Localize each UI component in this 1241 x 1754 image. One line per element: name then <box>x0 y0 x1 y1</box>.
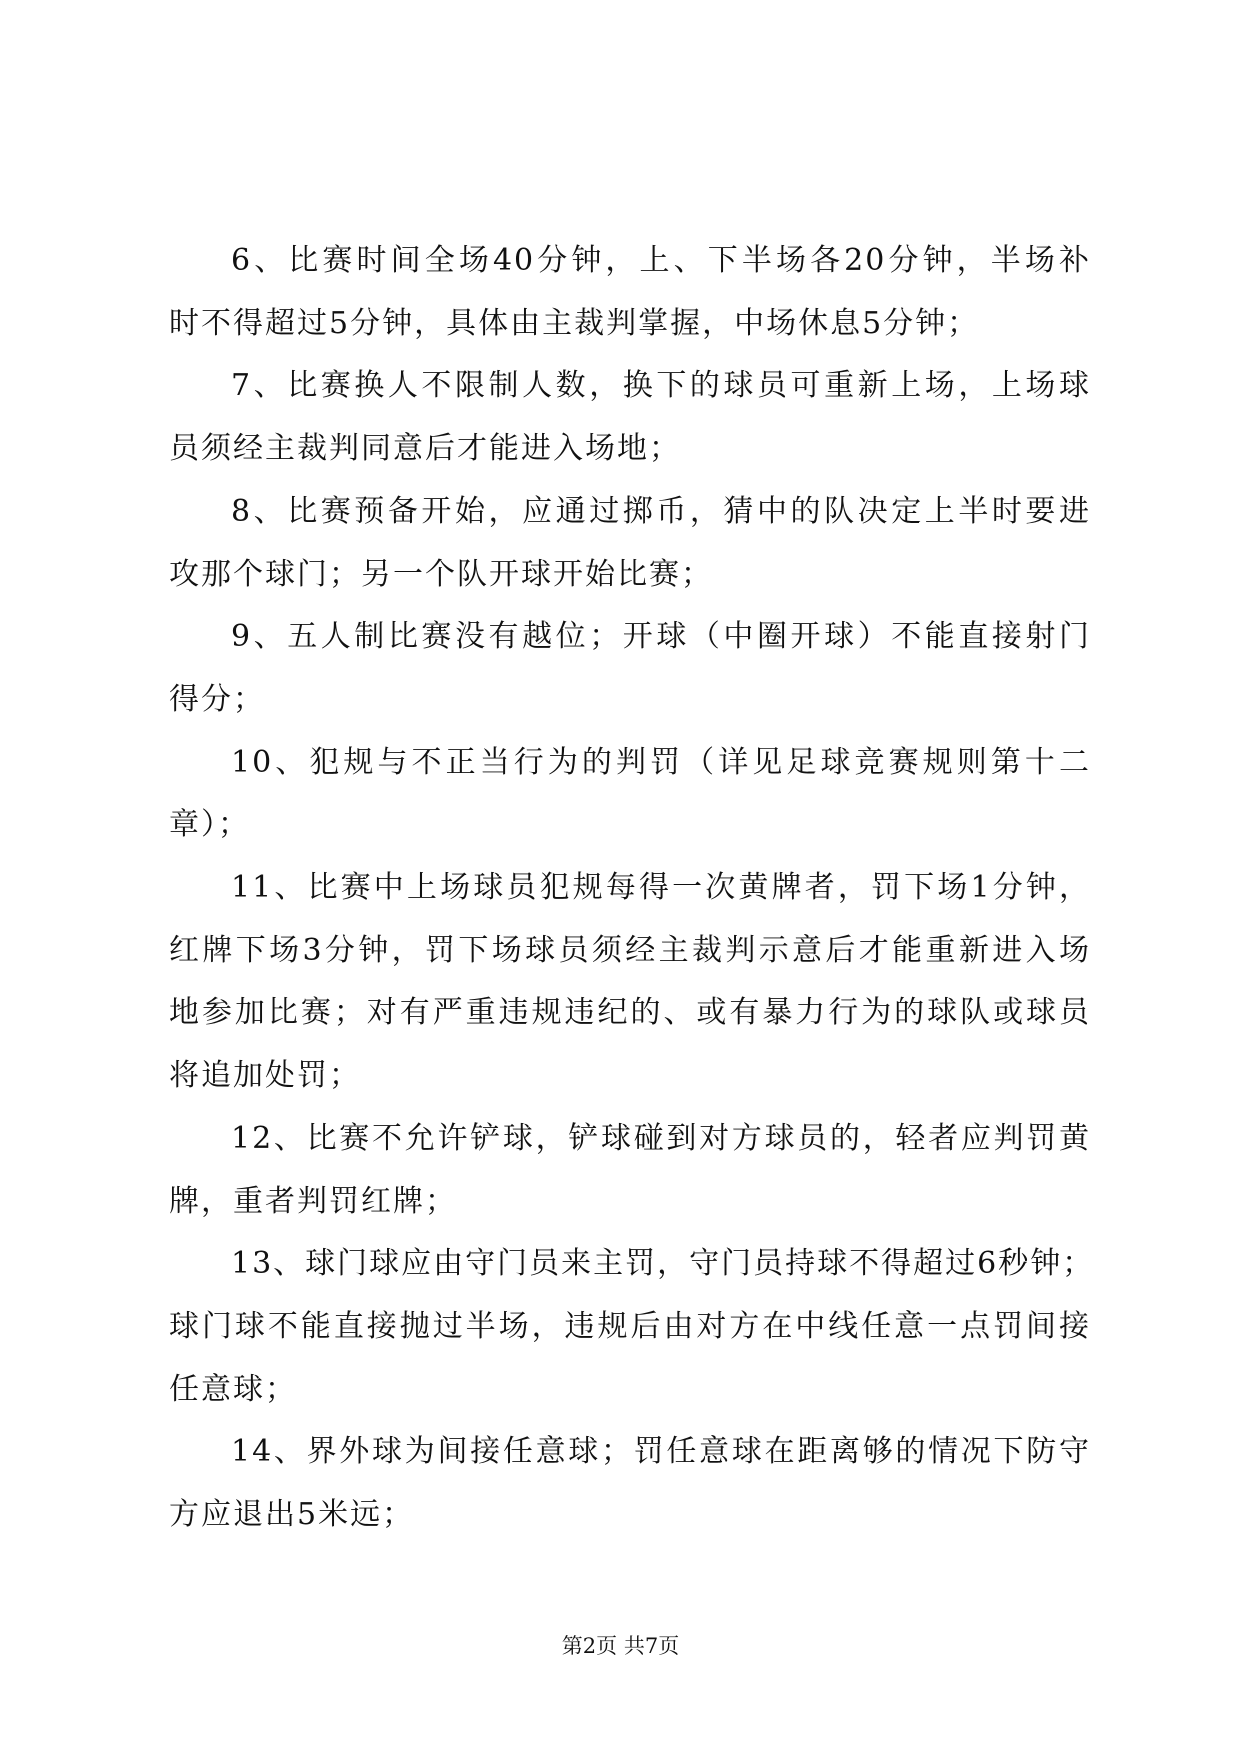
paragraph-line: 将追加处罚； <box>169 1058 361 1093</box>
paragraph-first-line: 8、比赛预备开始，应通过掷币，猜中的队决定上半时要进 <box>231 494 1091 529</box>
paragraph-line: 攻那个球门；另一个队开球开始比赛； <box>169 557 713 592</box>
paragraph-first-line: 14、界外球为间接任意球；罚任意球在距离够的情况下防守 <box>231 1434 1091 1469</box>
paragraph-first-line: 13、球门球应由守门员来主罚，守门员持球不得超过6秒钟； <box>231 1246 1095 1281</box>
paragraph-line: 地参加比赛；对有严重违规违纪的、或有暴力行为的球队或球员 <box>169 995 1091 1030</box>
paragraph-line: 牌，重者判罚红牌； <box>169 1184 457 1219</box>
paragraph-first-line: 10、犯规与不正当行为的判罚（详见足球竞赛规则第十二 <box>231 745 1091 780</box>
paragraph-line: 时不得超过5分钟，具体由主裁判掌握，中场休息5分钟； <box>169 306 980 341</box>
paragraph-line: 员须经主裁判同意后才能进入场地； <box>169 431 681 466</box>
paragraph-first-line: 11、比赛中上场球员犯规每得一次黄牌者，罚下场1分钟， <box>231 870 1091 905</box>
paragraph-line: 任意球； <box>169 1372 297 1407</box>
paragraph-line: 球门球不能直接抛过半场，违规后由对方在中线任意一点罚间接 <box>169 1309 1091 1344</box>
paragraph-first-line: 7、比赛换人不限制人数，换下的球员可重新上场，上场球 <box>231 368 1091 403</box>
paragraph-line: 方应退出5米远； <box>169 1497 415 1532</box>
page-footer: 第2页 共7页 <box>561 1634 680 1658</box>
paragraph-line: 得分； <box>169 682 265 717</box>
paragraph-line: 红牌下场3分钟，罚下场球员须经主裁判示意后才能重新进入场 <box>169 933 1091 968</box>
paragraph-first-line: 12、比赛不允许铲球，铲球碰到对方球员的，轻者应判罚黄 <box>231 1121 1091 1156</box>
paragraph-first-line: 9、五人制比赛没有越位；开球（中圈开球）不能直接射门 <box>231 619 1091 654</box>
paragraph-first-line: 6、比赛时间全场40分钟，上、下半场各20分钟，半场补 <box>231 243 1091 278</box>
paragraph-line: 章）； <box>169 807 250 842</box>
